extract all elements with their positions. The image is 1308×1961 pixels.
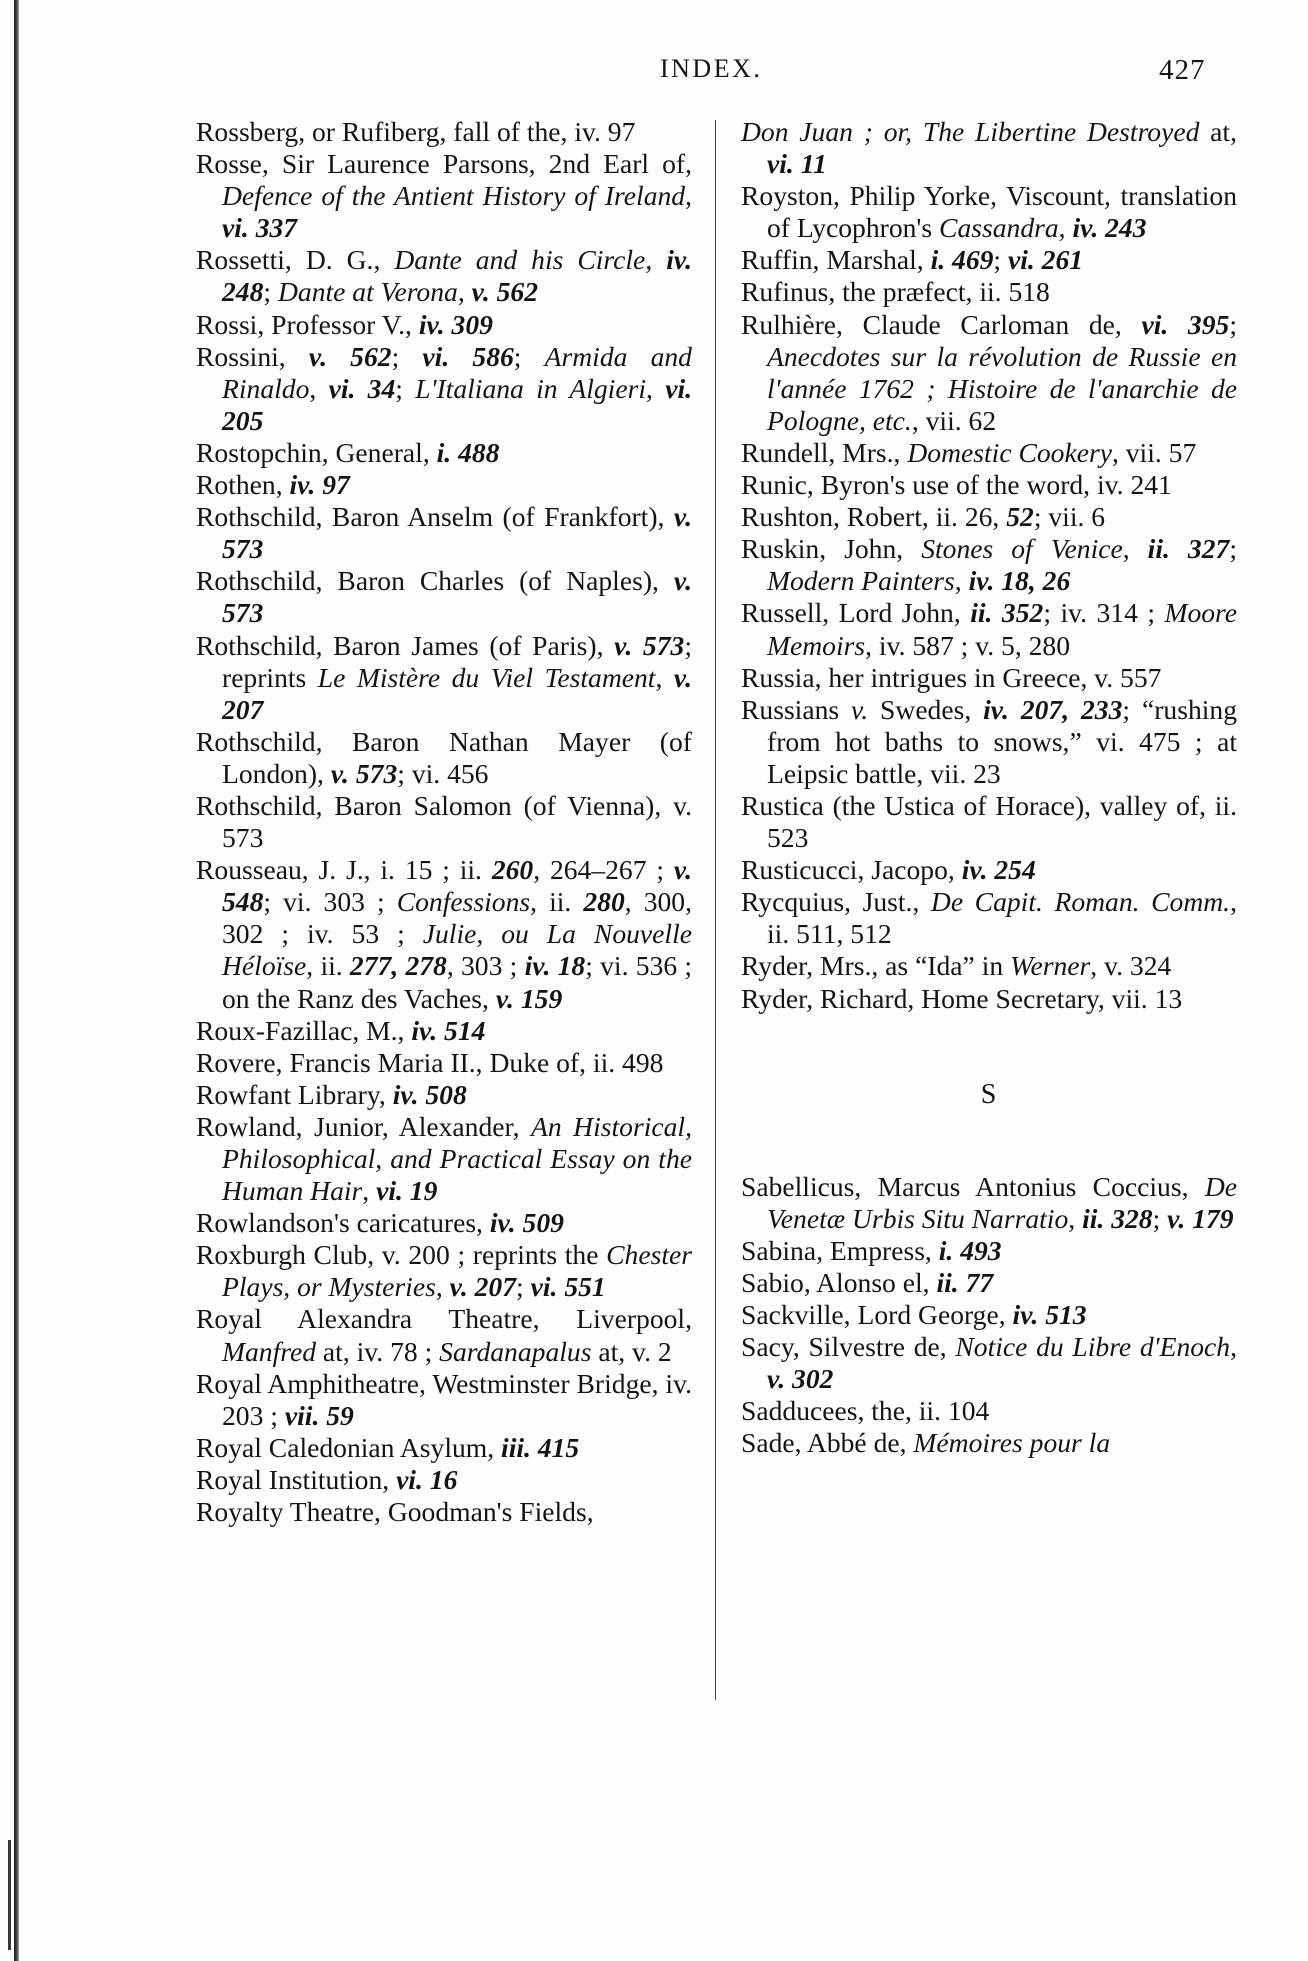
entry-text: Rossi, Professor V., — [196, 308, 419, 340]
entry-text: ; iv. 314 ; — [1043, 597, 1165, 629]
entry-text: Sackville, Lord George, — [741, 1299, 1013, 1331]
entry-text: ; vii. 6 — [1033, 501, 1106, 533]
index-column-left — [196, 116, 692, 1528]
entry-text: , ii. — [306, 950, 350, 982]
index-entry — [741, 1331, 1237, 1395]
entry-text: Rousseau, J. J., i. 15 ; ii. — [196, 854, 492, 886]
entry-text: , — [435, 1271, 450, 1303]
entry-text: Russell, Lord John, — [741, 597, 971, 629]
entry-text: Ryder, Richard, Home Secretary, vii. 13 — [741, 982, 1183, 1014]
entry-text: Sabellicus, Marcus Antonius Coccius, — [741, 1170, 1205, 1202]
entry-reference: v. 179 — [1167, 1202, 1234, 1234]
entry-text: ; — [1229, 533, 1237, 565]
entry-title-italic: De Venetæ Urbis Situ Narratio — [767, 1170, 1237, 1234]
entry-reference: v. 159 — [495, 982, 563, 1014]
entry-text: Russia, her intrigues in Greece, v. 557 — [741, 661, 1162, 693]
entry-text: Rothschild, Baron Salomon (of Vienna), v. 573 — [196, 789, 692, 854]
entry-reference: iv. 243 — [1072, 212, 1147, 244]
entry-title-italic: Mémoires pour la — [913, 1427, 1111, 1459]
entry-title-italic: Modern Painters — [767, 565, 955, 597]
entry-reference: 277, 278 — [349, 950, 447, 982]
entry-reference: iii. 415 — [501, 1431, 580, 1463]
entry-text: , vii. 62 — [911, 404, 997, 436]
entry-text: Rosse, Sir Laurence Parsons, 2nd Earl of, — [196, 148, 692, 180]
entry-text: Royston, Philip Yorke, Viscount, translation of Lycophron's — [741, 180, 1237, 244]
entry-text: Rothschild, Baron James (of Paris), — [196, 629, 615, 661]
entry-text: Rulhière, Claude Carloman de, — [741, 308, 1142, 340]
index-entry — [196, 309, 692, 341]
entry-reference: iv. 309 — [418, 308, 493, 340]
entry-reference: ii. 77 — [936, 1267, 994, 1298]
entry-text: , — [1068, 1202, 1083, 1234]
entry-text: Sade, Abbé de, — [741, 1427, 914, 1459]
entry-reference: v. 573 — [614, 629, 685, 661]
entry-text: , 300, 302 ; iv. 53 ; — [222, 886, 692, 950]
entry-title-italic: Werner — [1010, 950, 1091, 982]
entry-text: ; vi. 456 — [397, 757, 489, 789]
entry-reference: vi. 11 — [767, 148, 827, 180]
entry-text: , — [685, 180, 692, 212]
entry-text: Royalty Theatre, Goodman's Fields, — [196, 1496, 594, 1528]
entry-reference: v. 573 — [222, 565, 692, 629]
index-entry — [741, 309, 1237, 437]
entry-text: , ii. — [530, 886, 584, 918]
entry-reference: iv. 97 — [289, 469, 350, 501]
entry-text: , ii. 511, 512 — [767, 886, 1237, 950]
entry-text: , — [655, 661, 674, 693]
entry-text: Rothen, — [196, 469, 290, 501]
entry-title-italic: Dante and his Circle — [394, 244, 646, 276]
entry-text: ; “rushing from hot baths to snows,” vi. 475 ; at Leipsic battle, vii. 23 — [767, 693, 1237, 789]
entry-text: ; — [391, 340, 423, 372]
entry-text: Runic, Byron's use of the word, iv. 241 — [741, 469, 1172, 501]
index-entry — [196, 437, 692, 469]
entry-reference: v. 548 — [222, 854, 693, 918]
index-entry — [741, 1171, 1237, 1235]
index-entry — [741, 950, 1237, 982]
entry-text: Sacy, Silvestre de, — [741, 1331, 956, 1363]
entry-reference: vi. 19 — [376, 1175, 438, 1207]
index-entry — [196, 790, 692, 854]
entry-reference: vi. 205 — [222, 372, 693, 436]
index-entry — [196, 1079, 692, 1111]
entry-text: Sabina, Empress, — [741, 1234, 939, 1266]
entry-reference: 260 — [491, 854, 534, 886]
index-entry — [741, 116, 1237, 180]
entry-text: Ruffin, Marshal, — [741, 244, 931, 276]
entry-reference: vi. 395 — [1141, 308, 1230, 340]
entry-text: Rundell, Mrs., — [741, 436, 908, 468]
entry-text: Rusticucci, Jacopo, — [741, 854, 962, 886]
entry-text: Rowlandson's caricatures, — [196, 1207, 490, 1239]
entry-reference: iv. 508 — [392, 1078, 467, 1110]
index-entry — [741, 1299, 1237, 1331]
column-divider — [715, 120, 716, 1700]
entry-reference: v. 207 — [449, 1271, 517, 1303]
entry-reference: i. 469 — [930, 244, 994, 276]
entry-reference: vi. 261 — [1008, 244, 1084, 276]
entry-text: ; vi. 536 ; on the Ranz des Vaches, — [222, 950, 693, 1014]
entry-text: ; reprints — [222, 629, 692, 693]
index-entry — [196, 1464, 692, 1496]
index-entry — [196, 1015, 692, 1047]
index-entry — [196, 148, 692, 244]
entry-reference: ii. 327 — [1147, 533, 1230, 565]
entry-text: Rossetti, D. G., — [196, 244, 395, 276]
index-entry — [741, 244, 1237, 276]
entry-text: Rustica (the Ustica of Horace), valley of, ii. 523 — [741, 789, 1237, 854]
entry-reference: vi. 586 — [422, 340, 514, 372]
entry-reference: v. 562 — [471, 276, 539, 308]
entry-reference: iv. 514 — [411, 1014, 486, 1046]
entry-text: , v. 324 — [1090, 950, 1172, 982]
index-entry — [741, 790, 1237, 854]
entry-title-italic: Moore Memoirs — [767, 597, 1237, 661]
index-entry — [196, 341, 692, 437]
index-entry — [741, 276, 1237, 308]
entry-title-italic: Cassandra — [939, 212, 1059, 244]
entry-text: Rushton, Robert, ii. 26, — [741, 501, 1007, 533]
entry-reference: iv. 509 — [489, 1207, 564, 1239]
entry-title-italic: Armida and Rinaldo — [222, 340, 692, 404]
entry-title-italic: Manfred — [222, 1335, 317, 1367]
entry-reference: iv. 18, 26 — [968, 565, 1071, 597]
index-entry — [741, 854, 1237, 886]
entry-reference: iv. 207, 233 — [983, 693, 1123, 725]
page-binding-edge — [14, 0, 19, 1961]
entry-text: , 303 ; — [446, 950, 525, 982]
index-entry — [196, 726, 692, 790]
entry-text: Russians — [741, 693, 852, 725]
entry-text: ; — [516, 1271, 531, 1303]
entry-title-italic: Domestic Cookery — [907, 436, 1112, 468]
entry-title-italic: Stones of Venice — [921, 533, 1123, 565]
index-entry — [196, 1432, 692, 1464]
entry-reference: vi. 337 — [222, 212, 298, 244]
entry-text: , — [646, 372, 666, 404]
entry-text: Swedes, — [868, 693, 984, 725]
entry-title-italic: Dante at Verona — [277, 276, 458, 308]
entry-text: Rowfant Library, — [196, 1078, 393, 1110]
index-entry — [196, 1047, 692, 1079]
entry-text: Rycquius, Just., — [741, 886, 931, 918]
entry-text: Rufinus, the præfect, ii. 518 — [741, 276, 1050, 308]
entry-text: Rossini, — [196, 340, 309, 372]
entry-text: Rothschild, Baron Nathan Mayer (of London), — [196, 725, 692, 789]
entry-title-italic: De Capit. Roman. Comm. — [930, 886, 1231, 918]
entry-text: , — [954, 565, 969, 597]
entry-reference: vi. 34 — [328, 372, 396, 404]
entry-reference: iv. 18 — [524, 950, 586, 982]
index-entry — [196, 116, 692, 148]
entry-text: ; — [263, 276, 278, 308]
entry-text: Sadducees, the, ii. 104 — [741, 1395, 990, 1427]
entry-reference: vi. 551 — [530, 1271, 606, 1303]
entry-reference: ii. 352 — [970, 597, 1044, 629]
index-entry — [741, 694, 1237, 790]
entry-text: Sabio, Alonso el, — [741, 1267, 937, 1298]
entry-reference: ii. 328 — [1082, 1202, 1153, 1234]
index-entries-r — [741, 116, 1237, 1015]
index-entry — [196, 1111, 692, 1207]
entry-text: Royal Alexandra Theatre, Liverpool, — [196, 1303, 692, 1335]
entry-text: , iv. 587 ; v. 5, 280 — [865, 629, 1071, 661]
index-entry — [741, 983, 1237, 1015]
entry-text: ; — [993, 244, 1008, 276]
entry-title-italic: v. — [851, 693, 869, 725]
entry-text: Rostopchin, General, — [196, 436, 437, 468]
index-entry — [741, 1395, 1237, 1427]
section-letter-heading: S — [980, 1078, 998, 1110]
page-number: 427 — [1159, 54, 1206, 86]
entry-text: at, — [1199, 116, 1237, 147]
entry-reference: v. 302 — [767, 1363, 834, 1395]
index-entry — [196, 854, 692, 1014]
entry-text: , — [1058, 212, 1073, 244]
index-entry — [741, 886, 1237, 950]
entry-reference: 52 — [1006, 501, 1034, 533]
entry-text: Roxburgh Club, v. 200 ; reprints the — [196, 1239, 607, 1271]
entry-title-italic: Sardanapalus — [439, 1335, 592, 1367]
index-entry — [196, 244, 692, 308]
entry-text: Rothschild, Baron Anselm (of Frankfort), — [196, 501, 674, 533]
index-entries-s — [741, 1171, 1237, 1460]
entry-text: Royal Caledonian Asylum, — [196, 1431, 502, 1463]
entry-title-italic: Julie, ou La Nouvelle Héloïse — [222, 918, 692, 982]
entry-text: at, iv. 78 ; — [316, 1335, 440, 1367]
entry-title-italic: Defence of the Antient History of Ireland — [222, 180, 686, 212]
index-entry — [741, 1427, 1237, 1459]
entry-reference: v. 573 — [222, 501, 692, 565]
index-entry — [741, 662, 1237, 694]
index-entry — [741, 180, 1237, 244]
entry-text: ; — [513, 340, 545, 372]
entry-text: at, v. 2 — [591, 1335, 672, 1367]
entry-reference: i. 493 — [938, 1234, 1002, 1266]
entry-title-italic: Don Juan ; or, The Libertine Destroyed — [741, 116, 1200, 147]
entry-text: , — [457, 276, 472, 308]
index-entry — [196, 501, 692, 565]
entry-reference: 280 — [583, 886, 625, 918]
entry-reference: v. 573 — [330, 757, 398, 789]
entry-text: ; — [1229, 308, 1237, 340]
entry-title-italic: Notice du Libre d'Enoch — [955, 1331, 1231, 1363]
index-entry — [196, 1368, 692, 1432]
entry-text: , — [1122, 533, 1148, 565]
entry-title-italic: An Historical, Philosophical, and Practical Essay on the Human Hair — [222, 1110, 692, 1207]
entry-text: , — [1230, 1331, 1237, 1363]
index-entry — [196, 1496, 692, 1528]
index-entry — [741, 1267, 1237, 1299]
entry-reference: v. 207 — [222, 661, 692, 725]
index-column-right — [741, 116, 1237, 1460]
entry-reference: vii. 59 — [284, 1399, 354, 1431]
index-entry — [741, 437, 1237, 469]
entry-title-italic: Confessions — [396, 886, 531, 918]
index-entry — [196, 630, 692, 726]
entry-title-italic: Le Mistère du Viel Testament — [317, 661, 656, 693]
entry-text: Ryder, Mrs., as “Ida” in — [741, 950, 1011, 982]
entry-reference: v. 562 — [308, 340, 392, 372]
index-entry — [196, 469, 692, 501]
entry-text: , vii. 57 — [1111, 436, 1197, 468]
entry-reference: i. 488 — [436, 436, 500, 468]
entry-text: , 264–267 ; — [533, 854, 674, 886]
entry-text: ; — [395, 372, 416, 404]
entry-text: , — [362, 1175, 377, 1207]
entry-text: ; — [1152, 1202, 1168, 1234]
entry-text: ; vi. 303 ; — [263, 886, 397, 918]
entry-reference: iv. 513 — [1012, 1299, 1087, 1331]
index-entry — [196, 1207, 692, 1239]
entry-text: Rothschild, Baron Charles (of Naples), — [196, 565, 674, 597]
entry-title-italic: Chester Plays, or Mysteries — [222, 1239, 692, 1303]
running-head: INDEX. — [660, 54, 763, 83]
index-entry — [741, 533, 1237, 597]
entry-text: Royal Amphitheatre, Westminster Bridge, iv. 203 ; — [196, 1367, 692, 1431]
index-entry — [196, 1239, 692, 1303]
entry-reference: vi. 16 — [396, 1463, 458, 1495]
entry-text: Ruskin, John, — [741, 533, 922, 565]
index-entry — [196, 1303, 692, 1367]
entry-text: Roux-Fazillac, M., — [196, 1014, 412, 1046]
entry-text: Rossberg, or Rufiberg, fall of the, iv. 97 — [196, 116, 636, 147]
index-entry — [741, 597, 1237, 661]
index-entry — [741, 469, 1237, 501]
entry-text: Rowland, Junior, Alexander, — [196, 1110, 532, 1142]
entry-text: Royal Institution, — [196, 1463, 397, 1495]
entry-title-italic: Anecdotes sur la révolution de Russie en l'année 1762 ; Histoire de l'anarchie de Pologne, etc. — [767, 340, 1237, 436]
page-binding-edge-lower — [8, 1840, 11, 1950]
index-entry — [741, 1235, 1237, 1267]
index-entry — [196, 565, 692, 629]
entry-title-italic: L'Italiana in Algieri — [415, 372, 647, 404]
index-entry — [741, 501, 1237, 533]
entry-text: , — [645, 244, 667, 276]
entry-reference: iv. 248 — [222, 244, 692, 308]
entry-text: Rovere, Francis Maria II., Duke of, ii. 498 — [196, 1046, 664, 1078]
entry-reference: iv. 254 — [961, 854, 1036, 886]
entry-text: , — [309, 372, 329, 404]
